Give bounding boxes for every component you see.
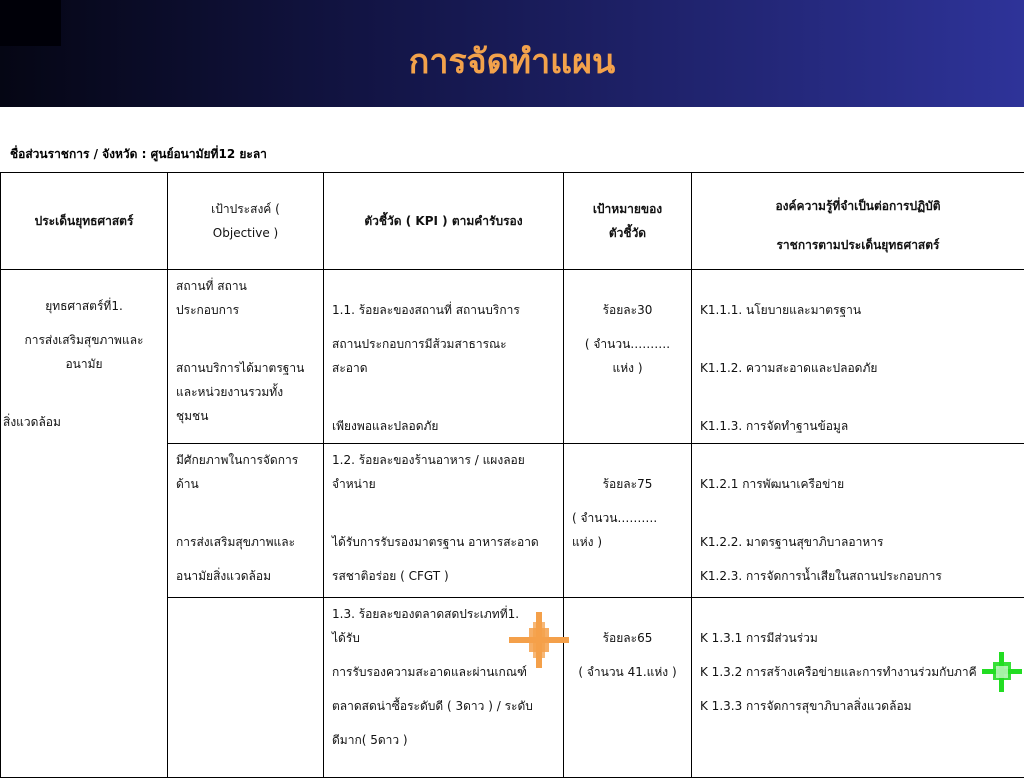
strategy-cell — [1, 270, 168, 778]
table-header-row — [1, 173, 1024, 270]
objective-cell: มีศักยภาพในการจัดการ ด้าน การส่งเสริมสุขภาพและ อนามัยสิ่งแวดล้อม — [168, 444, 324, 598]
kpi-cell: 1.1. ร้อยละของสถานที่ สถานบริการ สถานประกอบการมีส้วมสาธารณะ สะอาด เพียงพอและปลอดภัย — [324, 270, 564, 444]
kpi-cell: 1.2. ร้อยละของร้านอาหาร / แผงลอย จำหน่าย ได้รับการรับรองมาตรฐาน อาหารสะอาด รสชาติอร่อย ( CFGT ) — [324, 444, 564, 598]
header-target: เป้าหมายของ ตัวชี้วัด — [564, 173, 692, 270]
strategy-line: การส่งเสริมสุขภาพและ — [9, 328, 159, 352]
objective-cell: สถานที่ สถาน ประกอบการ สถานบริการได้มาตรฐาน และหน่วยงานรวมทั้ง ชุมชน — [168, 270, 324, 444]
strategy-line: สิ่งแวดล้อม — [3, 410, 159, 434]
knowledge-cell: K1.1.1. นโยบายและมาตรฐาน K1.1.2. ความสะอาดและปลอดภัย K1.1.3. การจัดทำฐานข้อมูล — [692, 270, 1024, 444]
header-strategy: ประเด็นยุทธศาสตร์ — [1, 173, 168, 270]
knowledge-cell: K 1.3.1 การมีส่วนร่วม K 1.3.2 การสร้างเครือข่ายและการทำงานร่วมกับภาคี K 1.3.3 การจัดการสุขาภิบาลสิ่งแวดล้อม — [692, 598, 1024, 778]
title-banner — [0, 0, 1024, 107]
header-knowledge: องค์ความรู้ที่จำเป็นต่อการปฏิบัติ ราชการตามประเด็นยุทธศาสตร์ — [692, 173, 1024, 270]
slide-title: การจัดทำแผน — [0, 34, 1024, 88]
header-objective: เป้าประสงค์ ( Objective ) — [168, 173, 324, 270]
green-sparkle-icon — [982, 652, 1022, 692]
table-row — [1, 270, 1024, 444]
objective-cell — [168, 598, 324, 778]
header-kpi: ตัวชี้วัด ( KPI ) ตามคำรับรอง — [324, 173, 564, 270]
strategy-line: ยุทธศาสตร์ที่1. — [9, 294, 159, 318]
knowledge-cell: K1.2.1 การพัฒนาเครือข่าย K1.2.2. มาตรฐานสุขาภิบาลอาหาร K1.2.3. การจัดการน้ำเสียในสถานประกอบการ — [692, 444, 1024, 598]
kpi-cell: 1.3. ร้อยละของตลาดสดประเภทที่1. ได้รับ การรับรองความสะอาดและผ่านเกณฑ์ ตลาดสดน่าซื้อระดับดี ( 3ดาว ) / ระดับ ดีมาก( 5ดาว ) — [324, 598, 564, 778]
target-cell: ร้อยละ30 ( จำนวน………. แห่ง ) — [564, 270, 692, 444]
strategy-plan-table — [0, 172, 1024, 778]
target-cell: ร้อยละ65 ( จำนวน 41.แห่ง ) — [564, 598, 692, 778]
agency-label: ชื่อส่วนราชการ / จังหวัด : ศูนย์อนามัยที่12 ยะลา — [10, 145, 267, 164]
target-cell: ร้อยละ75 ( จำนวน………. แห่ง ) — [564, 444, 692, 598]
orange-sparkle-icon — [509, 612, 569, 668]
strategy-line: อนามัย — [9, 352, 159, 376]
